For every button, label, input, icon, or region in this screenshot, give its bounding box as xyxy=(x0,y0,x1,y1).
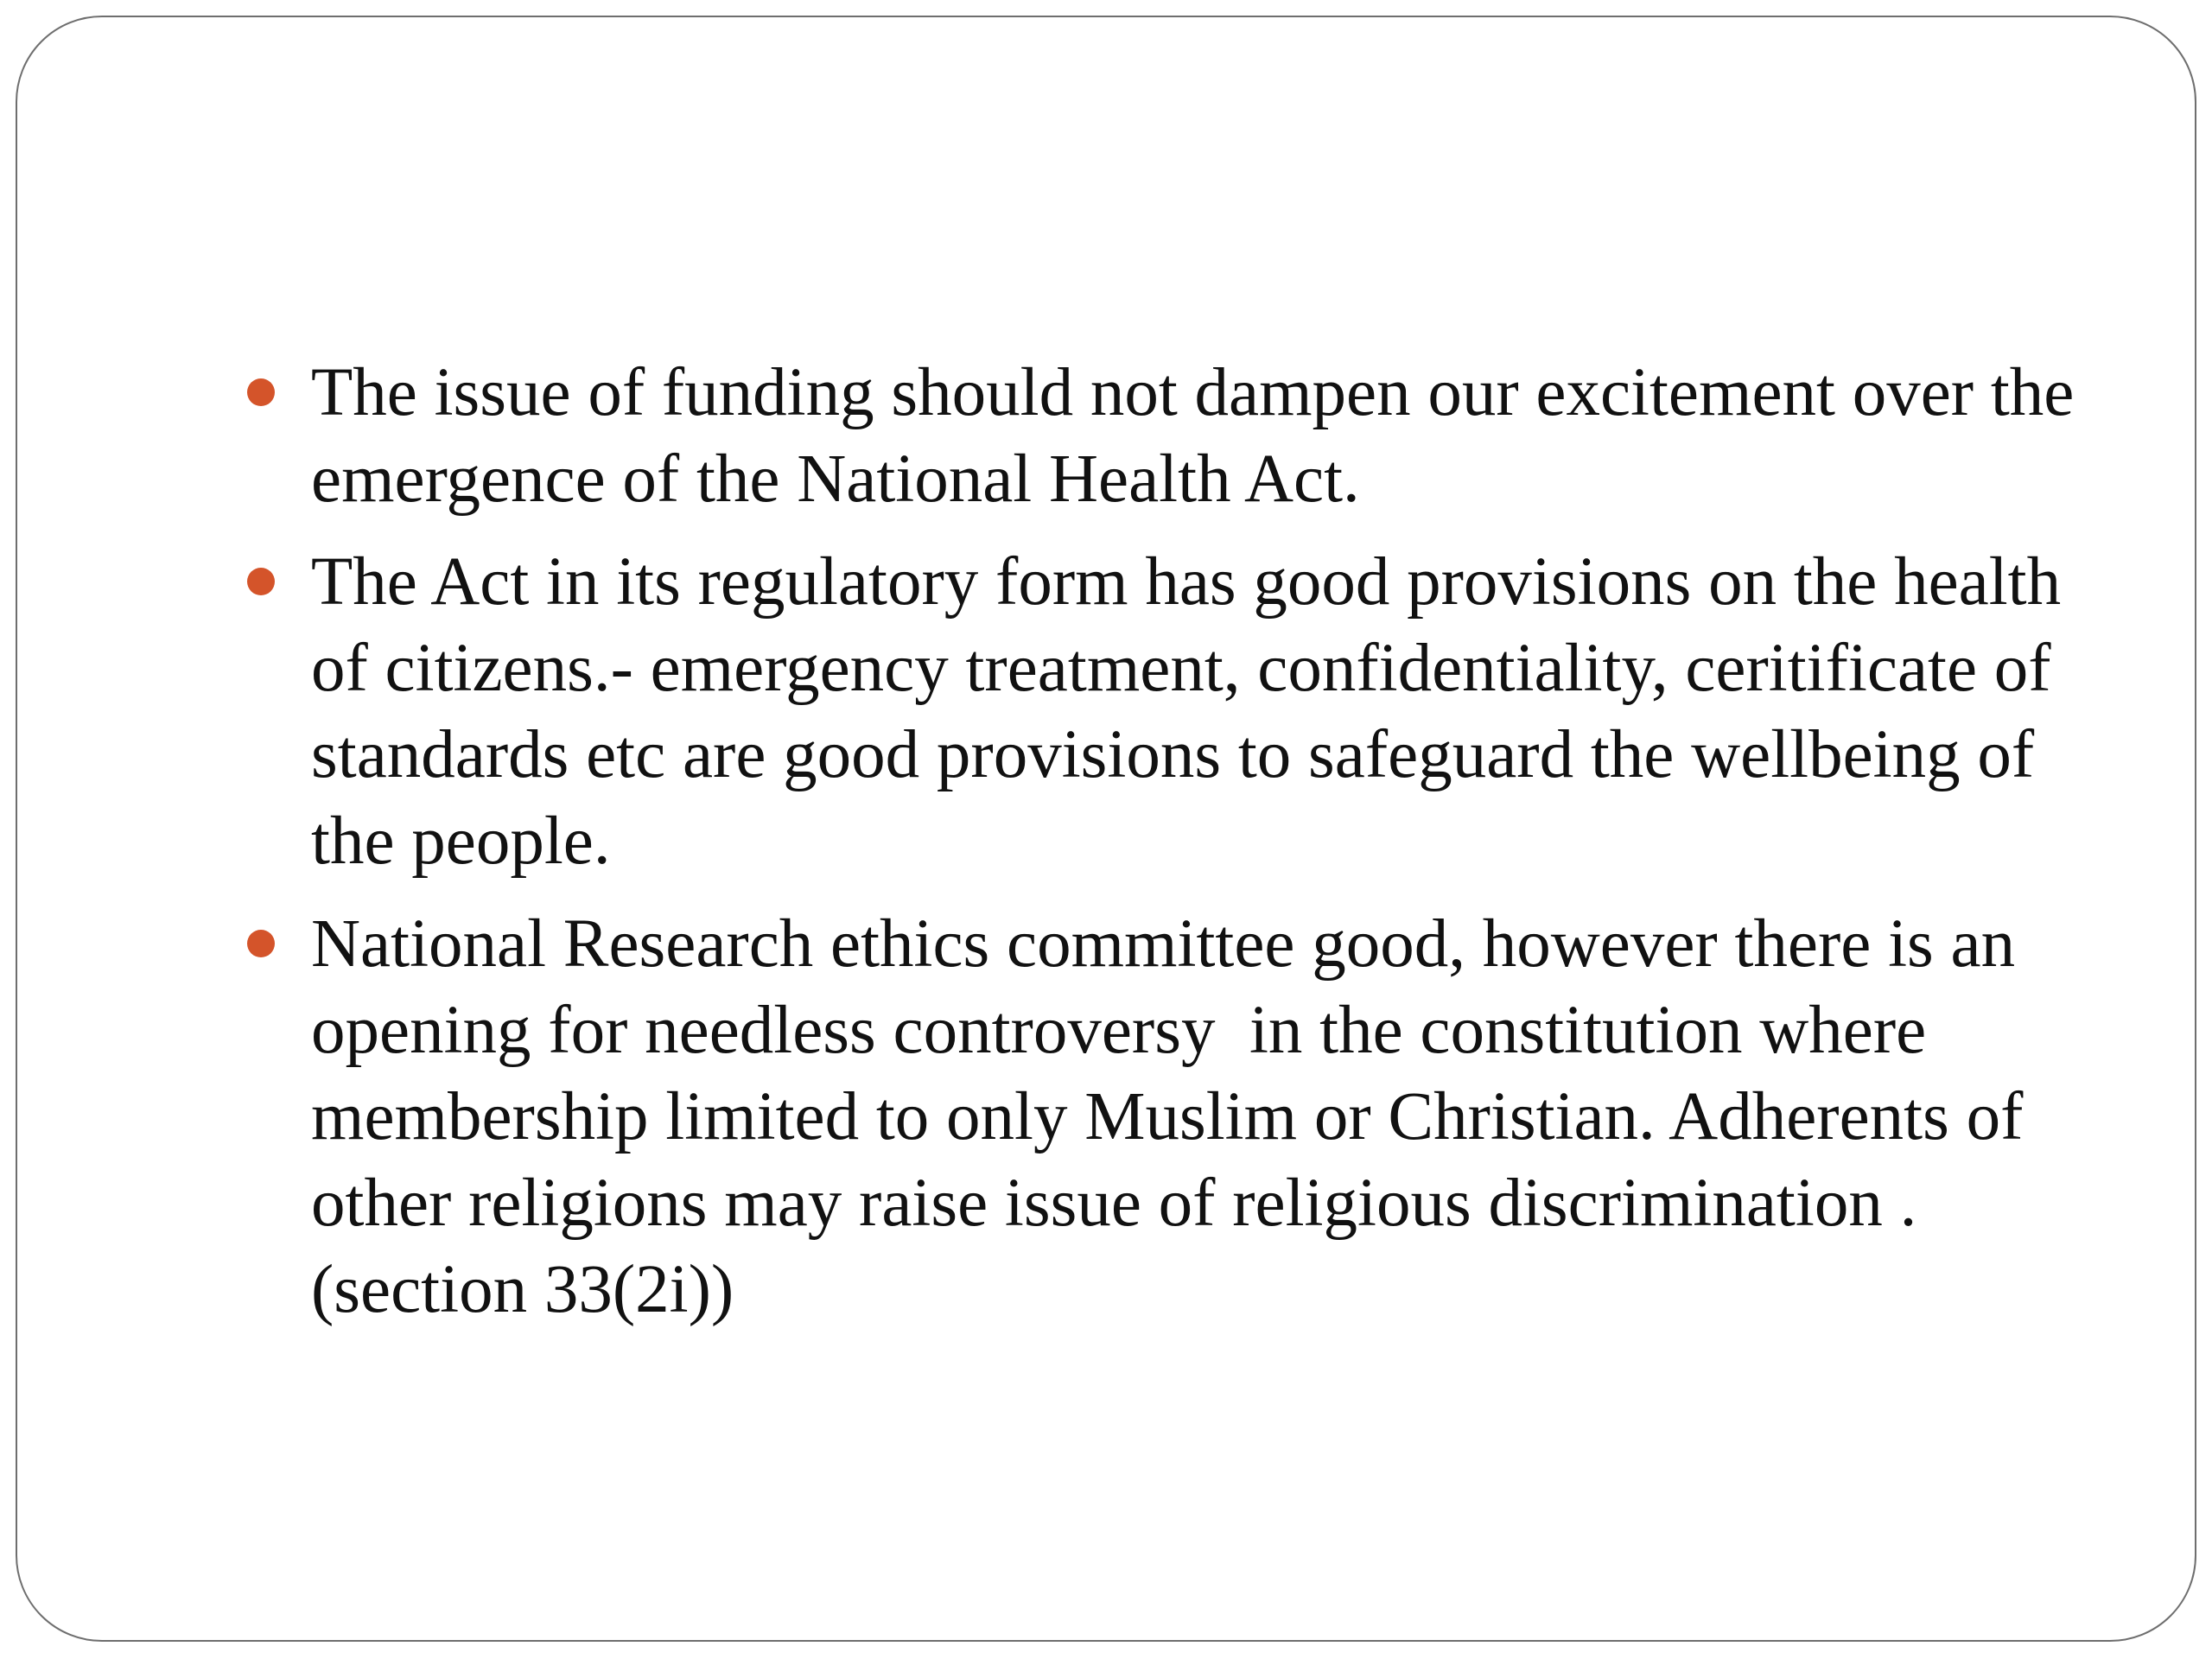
bullet-item-provisions xyxy=(0,539,2212,885)
bullet-text: The issue of funding should not dampen our excitement over the emergence of the National Health Act. xyxy=(311,355,2092,517)
bullet-text: The Act in its regulatory form has good provisions on the health of citizens.- emergency treatment, confidentiality, ceritificate of standards etc are good provisions to safeguard the wellbeing of the people. xyxy=(311,544,2078,879)
bullet-list xyxy=(0,350,2212,1350)
bullet-item-funding xyxy=(0,350,2212,523)
bullet-text: National Research ethics committee good, however there is an opening for needless controversy in the constitution where membership limited to only Muslim or Christian. Adherents of other religions may raise issue of religious discrimination . (section 33(2i)) xyxy=(311,906,2041,1327)
bullet-dot-icon xyxy=(247,378,275,406)
bullet-dot-icon xyxy=(247,568,275,595)
bullet-item-ethics-committee xyxy=(0,901,2212,1333)
bullet-dot-icon xyxy=(247,930,275,957)
